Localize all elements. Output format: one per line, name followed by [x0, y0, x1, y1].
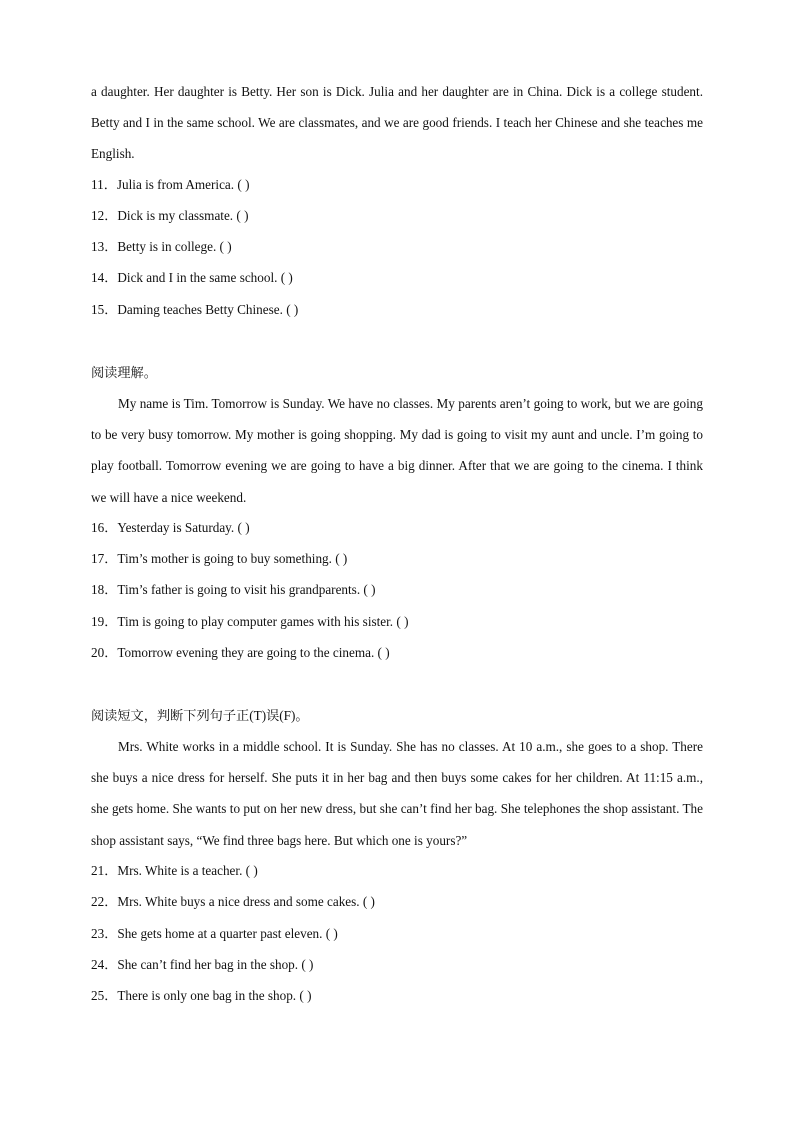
- question-25: [91, 986, 311, 1006]
- question-13: [91, 237, 232, 257]
- question-number: 21．: [91, 863, 118, 878]
- question-19: [91, 612, 408, 632]
- question-number: 23．: [91, 926, 118, 941]
- question-number: 22．: [91, 894, 118, 909]
- question-number: 12．: [91, 208, 118, 223]
- passage-2-text: My name is Tim. Tomorrow is Sunday. We have no classes. My parents aren’t going to work, but we are going to be very busy tomorrow. My mother is going shopping. My dad is going to visit my aunt and uncle. I’m going to play football. Tomorrow evening we are going to have a big dinner. After that we are going to the cinema. I think we will have a nice weekend.: [91, 396, 703, 505]
- question-16: [91, 518, 250, 538]
- question-text: There is only one bag in the shop. ( ): [117, 988, 312, 1003]
- question-11: [91, 175, 249, 195]
- question-text: Tim’s father is going to visit his grandparents. ( ): [117, 582, 376, 597]
- question-text: Mrs. White is a teacher. ( ): [117, 863, 258, 878]
- question-text: Dick is my classmate. ( ): [117, 208, 249, 223]
- question-number: 20．: [91, 645, 118, 660]
- passage-1-text: a daughter. Her daughter is Betty. Her son is Dick. Julia and her daughter are in China. Dick is a college student. Betty and I in the same school. We are classmates, and we are good friends. I teach her Chinese and she teaches me English.: [91, 84, 703, 162]
- question-number: 15．: [91, 302, 118, 317]
- section-3-heading: 阅读短文，判断下列句子正(T)误(F)。: [91, 708, 309, 723]
- question-15: [91, 300, 298, 320]
- question-number: 19．: [91, 614, 118, 629]
- question-text: Tomorrow evening they are going to the cinema. ( ): [117, 645, 390, 660]
- question-number: 14．: [91, 270, 118, 285]
- question-23: [91, 924, 338, 944]
- question-number: 17．: [91, 551, 118, 566]
- question-12: [91, 206, 248, 226]
- question-number: 16．: [91, 520, 118, 535]
- question-20: [91, 643, 390, 663]
- question-24: [91, 955, 313, 975]
- question-18: [91, 580, 376, 600]
- question-text: Julia is from America. ( ): [116, 177, 250, 192]
- passage-3-text: Mrs. White works in a middle school. It is Sunday. She has no classes. At 10 a.m., she goes to a shop. There she buys a nice dress for herself. She puts it in her bag and then buys some cakes for her children. At 11:15 a.m., she gets home. She wants to put on her new dress, but she can’t find her bag. She telephones the shop assistant. The shop assistant says, “We find three bags here. But which one is yours?”: [91, 739, 703, 848]
- question-text: Yesterday is Saturday. ( ): [117, 520, 250, 535]
- question-number: 11．: [91, 177, 117, 192]
- question-text: Tim is going to play computer games with his sister. ( ): [117, 614, 409, 629]
- question-text: She can’t find her bag in the shop. ( ): [117, 957, 314, 972]
- question-text: She gets home at a quarter past eleven. ( ): [117, 926, 338, 941]
- question-text: Betty is in college. ( ): [117, 239, 232, 254]
- question-text: Mrs. White buys a nice dress and some cakes. ( ): [117, 894, 375, 909]
- question-number: 18．: [91, 582, 118, 597]
- question-text: Daming teaches Betty Chinese. ( ): [117, 302, 299, 317]
- question-number: 13．: [91, 239, 118, 254]
- question-21: [91, 861, 258, 881]
- question-number: 25．: [91, 988, 118, 1003]
- question-22: [91, 892, 375, 912]
- section-2-heading: 阅读理解。: [91, 365, 157, 380]
- question-14: [91, 268, 293, 288]
- question-text: Dick and I in the same school. ( ): [117, 270, 293, 285]
- question-17: [91, 549, 347, 569]
- question-text: Tim’s mother is going to buy something. ( ): [117, 551, 348, 566]
- question-number: 24．: [91, 957, 118, 972]
